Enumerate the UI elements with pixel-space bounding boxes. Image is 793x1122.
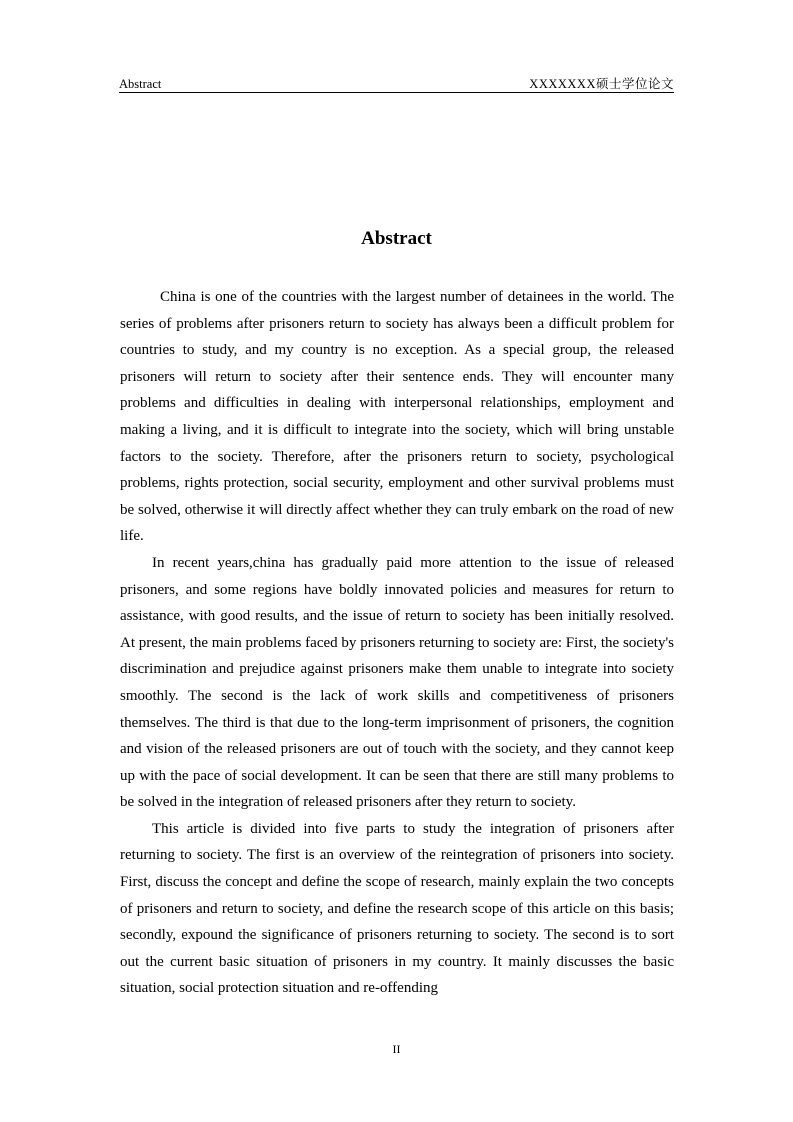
abstract-body: [120, 284, 674, 1002]
page-header: [119, 76, 674, 93]
paragraph-3: This article is divided into five parts to study the integration of prisoners after returning to society. The first is an overview of the reintegration of prisoners into society. First, discuss the concept and define the scope of research, mainly explain the two concepts of prisoners and return to society, and define the research scope of this article on this basis; secondly, expound the significance of prisoners returning to society. The second is to sort out the current basic situation of prisoners in my country. It mainly discusses the basic situation, social protection situation and re-offending: [120, 820, 674, 997]
header-section-label: Abstract: [119, 77, 162, 91]
page-number: II: [392, 1042, 401, 1056]
header-thesis-label: XXXXXXX硕士学位论文: [529, 77, 674, 91]
page-title: Abstract: [361, 228, 432, 249]
paragraph-2: In recent years,china has gradually paid more attention to the issue of released prisoners, and some regions have boldly innovated policies and measures for return to assistance, with good results, and the issue of return to society has been initially resolved. At present, the main problems faced by prisoners returning to society are: First, the society's discrimination and prejudice against prisoners make them unable to integrate into society smoothly. The second is the lack of work skills and competitiveness of prisoners themselves. The third is that due to the long-term imprisonment of prisoners, the cognition and vision of the released prisoners are out of touch with the society, and they cannot keep up with the pace of social development. It can be seen that there are still many problems to be solved in the integration of released prisoners after they return to society.: [120, 554, 674, 811]
paragraph-1: China is one of the countries with the largest number of detainees in the world. The series of problems after prisoners return to society has always been a difficult problem for countries to study, and my country is no exception. As a special group, the released prisoners will return to society after their sentence ends. They will encounter many problems and difficulties in dealing with interpersonal relationships, employment and making a living, and it is difficult to integrate into the society, which will bring unstable factors to the society. Therefore, after the prisoners return to society, psychological problems, rights protection, social security, employment and other survival problems must be solved, otherwise it will directly affect whether they can truly embark on the road of new life.: [120, 289, 674, 545]
